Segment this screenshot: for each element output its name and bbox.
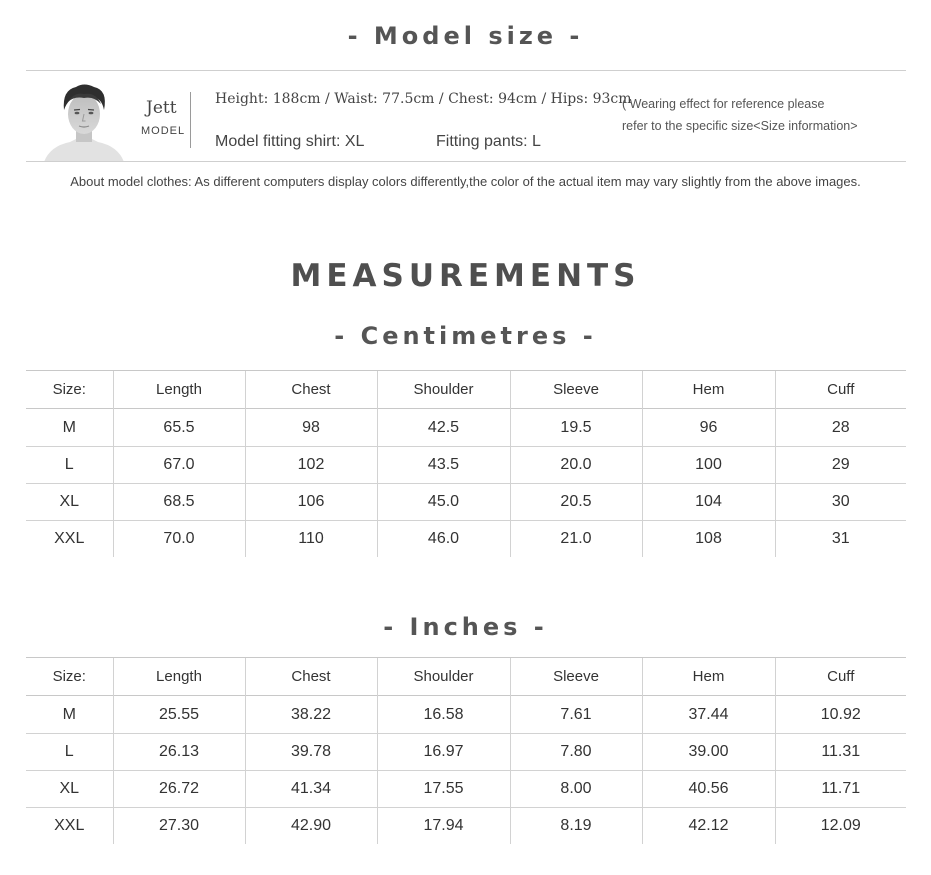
model-bottom-divider [26, 161, 906, 162]
table-cell: 7.80 [510, 734, 642, 771]
header-length: Length [113, 371, 245, 409]
header-sleeve: Sleeve [510, 658, 642, 696]
table-cell: 25.55 [113, 696, 245, 734]
model-fitting-pants: Fitting pants: L [436, 133, 541, 150]
table-cell: 37.44 [642, 696, 775, 734]
header-chest: Chest [245, 371, 377, 409]
table-cell: 20.5 [510, 484, 642, 521]
table-cell: 11.71 [775, 771, 906, 808]
centimetres-heading: - Centimetres - [334, 322, 597, 350]
header-size: Size: [26, 371, 113, 409]
table-cell: 39.78 [245, 734, 377, 771]
table-cell: 11.31 [775, 734, 906, 771]
table-cell: 21.0 [510, 521, 642, 558]
table-row [26, 521, 906, 558]
header-cuff: Cuff [775, 371, 906, 409]
table-cell: 96 [642, 409, 775, 447]
inches-heading: - Inches - [383, 613, 548, 641]
table-cell: 29 [775, 447, 906, 484]
table-cell: 42.5 [377, 409, 510, 447]
table-cell: 65.5 [113, 409, 245, 447]
table-cell: 27.30 [113, 808, 245, 845]
header-cuff: Cuff [775, 658, 906, 696]
table-cell: 67.0 [113, 447, 245, 484]
header-sleeve: Sleeve [510, 371, 642, 409]
wearing-effect-note [622, 93, 858, 137]
table-cell: XL [26, 771, 113, 808]
table-cell: M [26, 696, 113, 734]
table-cell: 17.94 [377, 808, 510, 845]
table-cell: 8.00 [510, 771, 642, 808]
header-hem: Hem [642, 371, 775, 409]
table-cell: 110 [245, 521, 377, 558]
table-cell: 46.0 [377, 521, 510, 558]
table-cell: 8.19 [510, 808, 642, 845]
table-cell: 68.5 [113, 484, 245, 521]
note-line-2: refer to the specific size<Size information> [622, 119, 858, 133]
inches-size-table [26, 657, 906, 844]
note-line-1: ( Wearing effect for reference please [622, 97, 825, 111]
table-cell: 42.90 [245, 808, 377, 845]
table-cell: L [26, 447, 113, 484]
table-cell: L [26, 734, 113, 771]
table-cell: 16.58 [377, 696, 510, 734]
table-cell: 38.22 [245, 696, 377, 734]
table-cell: 26.72 [113, 771, 245, 808]
table-cell: 98 [245, 409, 377, 447]
table-row [26, 484, 906, 521]
table-cell: 40.56 [642, 771, 775, 808]
table-cell: 42.12 [642, 808, 775, 845]
table-row [26, 771, 906, 808]
table-cell: XL [26, 484, 113, 521]
table-cell: 104 [642, 484, 775, 521]
table-cell: 7.61 [510, 696, 642, 734]
table-row [26, 696, 906, 734]
table-header-row [26, 371, 906, 409]
table-cell: 20.0 [510, 447, 642, 484]
table-row [26, 734, 906, 771]
table-cell: M [26, 409, 113, 447]
header-shoulder: Shoulder [377, 371, 510, 409]
header-hem: Hem [642, 658, 775, 696]
header-shoulder: Shoulder [377, 658, 510, 696]
table-cell: 17.55 [377, 771, 510, 808]
measurements-heading: MEASUREMENTS [290, 258, 641, 294]
model-vertical-divider [190, 92, 191, 148]
model-avatar [44, 80, 124, 162]
header-size: Size: [26, 658, 113, 696]
table-cell: 19.5 [510, 409, 642, 447]
table-cell: 28 [775, 409, 906, 447]
table-cell: 16.97 [377, 734, 510, 771]
header-length: Length [113, 658, 245, 696]
model-role-label: MODEL [141, 125, 186, 137]
table-cell: XXL [26, 521, 113, 558]
table-cell: 106 [245, 484, 377, 521]
table-cell: 108 [642, 521, 775, 558]
table-cell: 10.92 [775, 696, 906, 734]
table-cell: 30 [775, 484, 906, 521]
table-cell: 45.0 [377, 484, 510, 521]
model-top-divider [26, 70, 906, 71]
model-fitting-shirt: Model fitting shirt: XL [215, 133, 365, 150]
table-row [26, 808, 906, 845]
header-chest: Chest [245, 658, 377, 696]
table-cell: 26.13 [113, 734, 245, 771]
centimetres-size-table [26, 370, 906, 557]
model-size-heading: - Model size - [347, 22, 584, 50]
table-cell: 70.0 [113, 521, 245, 558]
table-cell: 41.34 [245, 771, 377, 808]
table-cell: 31 [775, 521, 906, 558]
table-row [26, 409, 906, 447]
table-cell: 43.5 [377, 447, 510, 484]
table-row [26, 447, 906, 484]
model-body-stats: Height: 188cm / Waist: 77.5cm / Chest: 94cm / Hips: 93cm [215, 91, 632, 107]
color-disclaimer: About model clothes: As different computers display colors differently,the color of the actual item may vary slightly from the above images. [70, 174, 861, 189]
table-cell: 12.09 [775, 808, 906, 845]
table-cell: XXL [26, 808, 113, 845]
table-cell: 102 [245, 447, 377, 484]
model-portrait-icon [44, 80, 124, 162]
table-cell: 100 [642, 447, 775, 484]
table-header-row [26, 658, 906, 696]
model-name: Jett [146, 98, 177, 118]
table-cell: 39.00 [642, 734, 775, 771]
